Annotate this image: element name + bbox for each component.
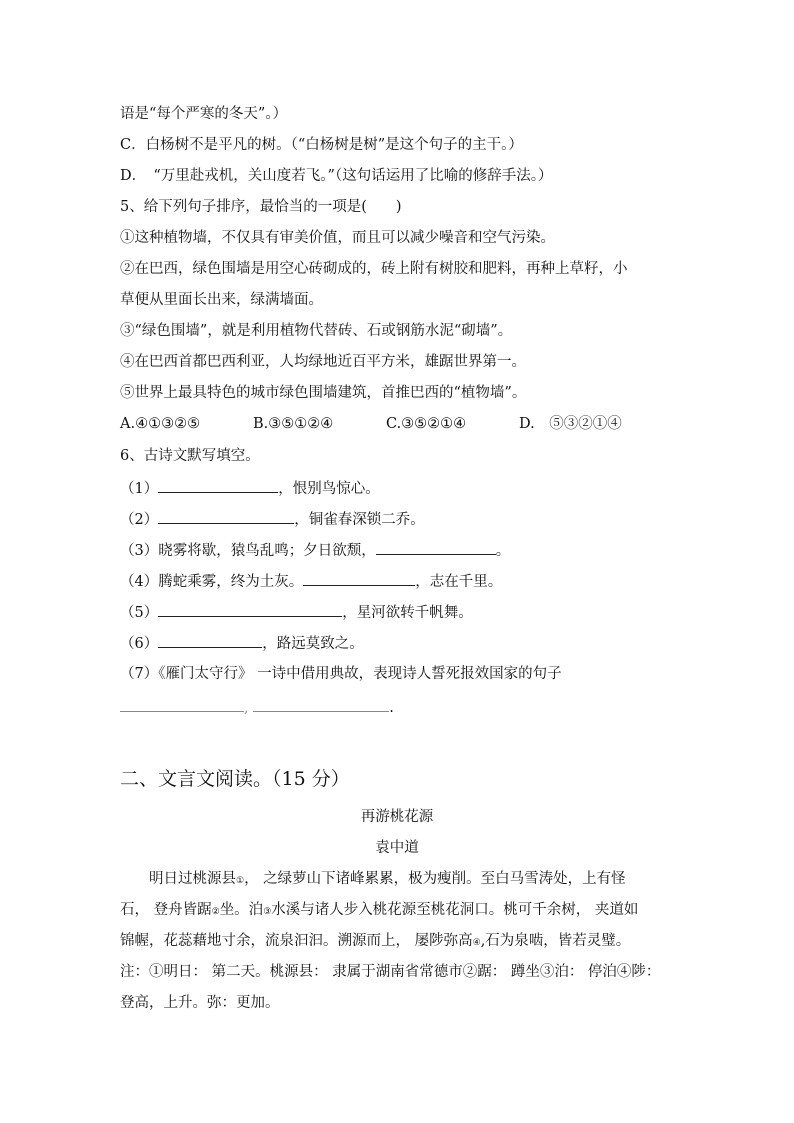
- q6-blank-1[interactable]: [158, 478, 278, 493]
- footnote-mark-4: ④: [472, 938, 481, 948]
- q6-item-5: （5） ，星河欲转千帆舞。: [120, 602, 473, 623]
- q5-sentence-2a: ②在巴西，绿色围墙是用空心砖砌成的，砖上附有树胶和肥料，再种上草籽，小: [120, 261, 628, 277]
- q6-item-6: （6） ，路远莫致之。: [120, 633, 364, 654]
- q6-item-4: （4）腾蛇乘雾，终为土灰。 ，志在千里。: [120, 571, 502, 592]
- footnote-1: 注：①明日： 第二天。桃源县： 隶属于湖南省常德市②踞： 蹲坐③泊： 停泊④陟：: [120, 964, 661, 980]
- passage-line-2: 石， 登舟皆踞②坐。泊③水溪与诸人步入桃花源至桃花洞口。桃可千余树， 夹道如: [120, 902, 639, 918]
- q6-blank-5[interactable]: [158, 602, 342, 617]
- q5-sentence-4: ④在巴西首都巴西利亚，人均绿地近百平方米，雄踞世界第一。: [120, 354, 526, 370]
- passage-line-3: 锦幄，花蕊藉地寸余，流泉汩汩。溯源而上， 屡陟弥高④,石为泉啮，皆若灵璧。: [120, 933, 631, 949]
- footnote-mark-1: ①: [236, 876, 245, 886]
- q5-option-d[interactable]: D. ⑤③②①④: [519, 416, 622, 432]
- q5-stem: 5、给下列句子排序，最恰当的一项是( ): [120, 199, 402, 215]
- q5-option-a[interactable]: A.④①③②⑤: [120, 416, 201, 432]
- q6-item-7: （7）《雁门太守行》 一诗中借用典故，表现诗人誓死报效国家的句子: [120, 666, 562, 682]
- q5-option-c[interactable]: C.③⑤②①④: [386, 416, 467, 432]
- q5-options: [120, 414, 622, 434]
- q6-item-2: （2） ，铜雀春深锁二乔。: [120, 509, 425, 530]
- footnote-mark-2: ②: [211, 907, 220, 917]
- q5-sentence-2b: 草便从里面长出来，绿满墙面。: [120, 292, 323, 308]
- passage-line-1: 明日过桃源县①， 之绿萝山下诸峰累累，极为瘦削。至白马雪涛处，上有怪: [149, 871, 626, 887]
- passage-title: 再游桃花源: [360, 809, 434, 825]
- q6-blank-7a[interactable]: [120, 697, 244, 712]
- q6-item-7-answer: , .: [120, 697, 394, 718]
- q5-sentence-5: ⑤世界上最具特色的城市绿色围墙建筑，首推巴西的“植物墙”。: [120, 385, 527, 401]
- q6-blank-7b[interactable]: [253, 697, 389, 712]
- q6-blank-3[interactable]: [376, 540, 496, 555]
- passage-author: 袁中道: [375, 840, 419, 856]
- section-heading: 二、文言文阅读。（15 分）: [120, 768, 350, 790]
- q6-blank-4[interactable]: [303, 571, 415, 586]
- q4-option-d: D． “万里赴戎机，关山度若飞。”（这句话运用了比喻的修辞手法。）: [120, 168, 553, 184]
- q5-option-b[interactable]: B.③⑤①②④: [253, 416, 334, 432]
- q6-stem: 6、古诗文默写填空。: [120, 448, 260, 464]
- q6-item-1: （1） ，恨别鸟惊心。: [120, 478, 380, 499]
- q4-option-c: C．白杨树不是平凡的树。（“白杨树是树”是这个句子的主干。）: [120, 137, 523, 153]
- footnote-2: 登高，上升。弥：更加。: [120, 995, 280, 1011]
- footnote-mark-3: ③: [263, 907, 272, 917]
- q5-sentence-3: ③“绿色围墙”，就是利用植物代替砖、石或钢筋水泥“砌墙”。: [120, 323, 513, 339]
- q6-blank-6[interactable]: [158, 633, 262, 648]
- q4-option-b-tail: 语是“每个严寒的冬天”。）: [120, 106, 288, 122]
- q6-blank-2[interactable]: [158, 509, 294, 524]
- q6-item-3: （3）晓雾将歇，猿鸟乱鸣；夕日欲颓， 。: [120, 540, 510, 561]
- q5-sentence-1: ①这种植物墙，不仅具有审美价值，而且可以减少噪音和空气污染。: [120, 230, 555, 246]
